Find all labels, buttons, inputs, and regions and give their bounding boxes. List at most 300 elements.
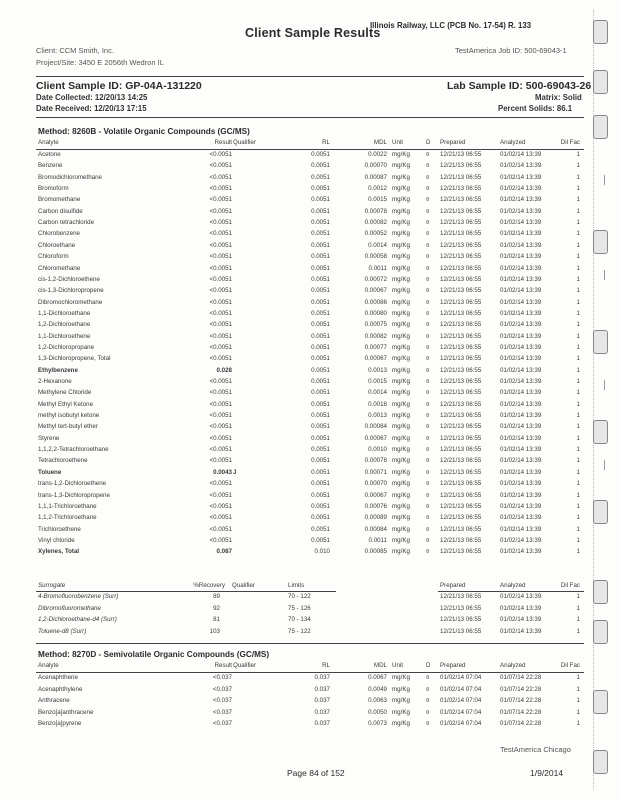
- prepared-cell: 12/21/13 06:55: [440, 207, 482, 215]
- result-cell: <0.0051: [209, 446, 232, 454]
- dilfac-cell: 1: [576, 446, 580, 454]
- dilfac-cell: 1: [576, 298, 580, 306]
- lab-sample-id: Lab Sample ID: 500-69043-26: [447, 80, 592, 92]
- job-id: TestAmerica Job ID: 500-69043-1: [455, 46, 567, 55]
- analyte-cell: Methyl tert-butyl ether: [38, 423, 98, 431]
- unit-cell: mg/Kg: [392, 457, 410, 465]
- dry-weight-mark: ¤: [426, 423, 430, 431]
- percent-solids: Percent Solids: 86.1: [498, 104, 573, 113]
- unit-cell: mg/Kg: [392, 685, 410, 693]
- rl-cell: 0.0051: [311, 389, 330, 397]
- dry-weight-mark: ¤: [426, 253, 430, 261]
- mdl-cell: 0.00076: [364, 502, 387, 510]
- result-cell: <0.0051: [209, 502, 232, 510]
- dry-weight-mark: ¤: [426, 674, 430, 681]
- dilfac-cell: 1: [576, 378, 580, 385]
- surr-dilfac-cell: 1: [576, 593, 580, 600]
- unit-cell: mg/Kg: [392, 309, 410, 317]
- mdl-cell: 0.0011: [368, 536, 387, 544]
- table-row: [0, 469, 618, 481]
- table-row: [0, 265, 618, 277]
- table-row: [0, 367, 618, 379]
- mdl-cell: 0.00070: [364, 162, 387, 170]
- svoc-col-result: Result: [214, 662, 232, 669]
- unit-cell: mg/Kg: [392, 412, 410, 420]
- binder-tab-mark: [593, 620, 608, 644]
- analyte-cell: Benzo[a]pyrene: [38, 720, 82, 727]
- rl-cell: 0.0051: [311, 241, 330, 249]
- svoc-col-d: D: [426, 662, 431, 669]
- analyte-cell: 1,1,2,2-Tetrachloroethane: [38, 446, 109, 454]
- result-cell: 0.028: [216, 366, 232, 374]
- dry-weight-mark: ¤: [426, 219, 430, 227]
- mdl-cell: 0.0014: [368, 389, 387, 397]
- unit-cell: mg/Kg: [392, 720, 410, 727]
- result-cell: <0.0051: [209, 480, 232, 488]
- table-row: [0, 355, 618, 367]
- dilfac-cell: 1: [576, 491, 580, 499]
- rl-cell: 0.0051: [311, 514, 330, 522]
- unit-cell: mg/Kg: [392, 697, 410, 704]
- binder-tab-mark: [593, 70, 608, 94]
- rl-cell: 0.037: [314, 685, 330, 693]
- surrogate-divider-left: [36, 591, 336, 592]
- analyzed-cell: 01/02/14 13:39: [500, 287, 542, 295]
- rl-cell: 0.0051: [311, 378, 330, 385]
- mdl-cell: 0.0067: [368, 674, 387, 681]
- analyzed-cell: 01/02/14 13:39: [500, 309, 542, 317]
- dry-weight-mark: ¤: [426, 355, 430, 363]
- analyzed-cell: 01/02/14 13:39: [500, 389, 542, 397]
- rl-cell: 0.0051: [311, 207, 330, 215]
- unit-cell: mg/Kg: [392, 480, 410, 488]
- analyte-cell: cis-1,3-Dichloropropene: [38, 287, 104, 295]
- dilfac-cell: 1: [576, 400, 580, 408]
- dry-weight-mark: ¤: [426, 207, 430, 215]
- sample-divider: [36, 117, 584, 118]
- recovery-cell: 92: [213, 604, 220, 612]
- col-surr-qualifier: Qualifier: [232, 582, 256, 589]
- analyzed-cell: 01/02/14 13:39: [500, 480, 542, 488]
- dry-weight-mark: ¤: [426, 446, 430, 454]
- svoc-col-prepared: Prepared: [440, 662, 466, 669]
- prepared-cell: 12/21/13 06:55: [440, 468, 482, 476]
- unit-cell: mg/Kg: [392, 241, 410, 249]
- surr-analyzed-cell: 01/02/14 13:39: [500, 593, 542, 600]
- table-row: [0, 686, 618, 698]
- prepared-cell: 12/21/13 06:55: [440, 287, 482, 295]
- prepared-cell: 12/21/13 06:55: [440, 457, 482, 465]
- prepared-cell: 12/21/13 06:55: [440, 309, 482, 317]
- scan-tick: [604, 175, 609, 185]
- analyte-cell: 2-Hexanone: [38, 378, 72, 385]
- rl-cell: 0.0051: [311, 196, 330, 204]
- analyte-cell: Methylene Chloride: [38, 389, 92, 397]
- dilfac-cell: 1: [576, 185, 580, 193]
- rl-cell: 0.0051: [311, 423, 330, 431]
- surrogate-name-cell: 4-Bromofluorobenzene (Surr): [38, 593, 119, 600]
- limits-cell: 70 - 134: [288, 616, 311, 623]
- limits-cell: 75 - 122: [288, 627, 311, 635]
- rl-cell: 0.0051: [311, 355, 330, 363]
- mdl-cell: 0.0050: [368, 708, 387, 716]
- unit-cell: mg/Kg: [392, 230, 410, 238]
- dilfac-cell: 1: [576, 502, 580, 510]
- analyte-cell: Benzo[a]anthracene: [38, 708, 94, 716]
- result-cell: <0.0051: [209, 298, 232, 306]
- mdl-cell: 0.0011: [368, 264, 387, 272]
- mdl-cell: 0.00058: [364, 253, 387, 261]
- analyte-cell: Bromodichloromethane: [38, 173, 102, 181]
- result-cell: <0.0051: [209, 434, 232, 442]
- limits-cell: 70 - 122: [288, 593, 311, 600]
- result-cell: <0.0051: [209, 536, 232, 544]
- dry-weight-mark: ¤: [426, 685, 430, 693]
- dry-weight-mark: ¤: [426, 697, 430, 704]
- dilfac-cell: 1: [576, 332, 580, 340]
- dilfac-cell: 1: [576, 230, 580, 238]
- analyte-cell: Acenaphthylene: [38, 685, 83, 693]
- analyzed-cell: 01/02/14 13:39: [500, 253, 542, 261]
- table-row: [0, 219, 618, 231]
- rl-cell: 0.0051: [311, 173, 330, 181]
- result-cell: <0.0051: [209, 162, 232, 170]
- mdl-cell: 0.0015: [368, 196, 387, 204]
- surr-analyzed-cell: 01/02/14 13:39: [500, 627, 542, 635]
- dry-weight-mark: ¤: [426, 525, 430, 533]
- dilfac-cell: 1: [576, 468, 580, 476]
- analyte-cell: Carbon tetrachloride: [38, 219, 95, 227]
- surrogate-row: [0, 616, 618, 628]
- unit-cell: mg/Kg: [392, 185, 410, 193]
- table-row: [0, 196, 618, 208]
- table-row: [0, 435, 618, 447]
- voc-method-title: Method: 8260B - Volatile Organic Compounds (GC/MS): [38, 127, 250, 136]
- dilfac-cell: 1: [576, 389, 580, 397]
- recovery-cell: 103: [209, 627, 220, 635]
- mdl-cell: 0.0012: [368, 185, 387, 193]
- mdl-cell: 0.00067: [364, 287, 387, 295]
- result-cell: <0.0051: [209, 400, 232, 408]
- analyte-cell: Benzene: [38, 162, 63, 170]
- mdl-cell: 0.0010: [368, 446, 387, 454]
- result-cell: <0.0051: [209, 412, 232, 420]
- dilfac-cell: 1: [576, 275, 580, 283]
- mdl-cell: 0.00082: [364, 332, 387, 340]
- analyzed-cell: 01/02/14 13:39: [500, 355, 542, 363]
- mdl-cell: 0.00072: [364, 275, 387, 283]
- dry-weight-mark: ¤: [426, 321, 430, 329]
- result-cell: <0.0051: [209, 309, 232, 317]
- analyte-cell: 1,1,1-Trichloroethane: [38, 502, 97, 510]
- unit-cell: mg/Kg: [392, 491, 410, 499]
- col-d: D: [426, 139, 431, 146]
- surrogate-row: [0, 628, 618, 640]
- rl-cell: 0.0051: [311, 332, 330, 340]
- result-cell: <0.0051: [209, 287, 232, 295]
- header-divider: [36, 76, 584, 77]
- unit-cell: mg/Kg: [392, 162, 410, 170]
- unit-cell: mg/Kg: [392, 378, 410, 385]
- table-row: [0, 674, 618, 686]
- unit-cell: mg/Kg: [392, 536, 410, 544]
- surr-dilfac-cell: 1: [576, 627, 580, 635]
- analyte-cell: 1,2-Dichloropropane: [38, 343, 95, 351]
- mdl-cell: 0.00067: [364, 355, 387, 363]
- prepared-cell: 12/21/13 06:55: [440, 480, 482, 488]
- prepared-cell: 12/21/13 06:55: [440, 196, 482, 204]
- table-row: [0, 151, 618, 163]
- mdl-cell: 0.00080: [364, 309, 387, 317]
- mdl-cell: 0.0049: [368, 685, 387, 693]
- analyte-cell: 1,3-Dichloropropene, Total: [38, 355, 111, 363]
- unit-cell: mg/Kg: [392, 468, 410, 476]
- prepared-cell: 12/21/13 06:55: [440, 491, 482, 499]
- prepared-cell: 01/02/14 07:04: [440, 685, 482, 693]
- table-row: [0, 697, 618, 709]
- prepared-cell: 12/21/13 06:55: [440, 321, 482, 329]
- analyte-cell: Acenaphthene: [38, 674, 78, 681]
- unit-cell: mg/Kg: [392, 343, 410, 351]
- dilfac-cell: 1: [576, 685, 580, 693]
- binder-tab-mark: [593, 230, 608, 254]
- analyte-cell: Toluene: [38, 468, 62, 476]
- prepared-cell: 12/21/13 06:55: [440, 548, 482, 556]
- table-row: [0, 503, 618, 515]
- page-number: Page 84 of 152: [287, 768, 345, 778]
- result-cell: <0.0051: [209, 457, 232, 465]
- table-row: [0, 412, 618, 424]
- mdl-cell: 0.0013: [368, 412, 387, 420]
- date-collected: Date Collected: 12/20/13 14:25: [36, 93, 148, 102]
- dilfac-cell: 1: [576, 241, 580, 249]
- result-cell: <0.0051: [209, 230, 232, 238]
- mdl-cell: 0.00087: [364, 173, 387, 181]
- rl-cell: 0.0051: [311, 253, 330, 261]
- unit-cell: mg/Kg: [392, 400, 410, 408]
- prepared-cell: 01/02/14 07:04: [440, 674, 482, 681]
- prepared-cell: 12/21/13 06:55: [440, 536, 482, 544]
- rl-cell: 0.0051: [311, 491, 330, 499]
- prepared-cell: 01/02/14 07:04: [440, 720, 482, 727]
- dilfac-cell: 1: [576, 720, 580, 727]
- rl-cell: 0.037: [314, 708, 330, 716]
- table-row: [0, 492, 618, 504]
- prepared-cell: 12/21/13 06:55: [440, 230, 482, 238]
- dry-weight-mark: ¤: [426, 536, 430, 544]
- rl-cell: 0.0051: [311, 457, 330, 465]
- unit-cell: mg/Kg: [392, 287, 410, 295]
- table-row: [0, 514, 618, 526]
- analyte-cell: Carbon disulfide: [38, 207, 83, 215]
- table-row: [0, 299, 618, 311]
- rl-cell: 0.0051: [311, 162, 330, 170]
- prepared-cell: 12/21/13 06:55: [440, 423, 482, 431]
- analyzed-cell: 01/02/14 13:39: [500, 412, 542, 420]
- section-divider: [36, 643, 584, 644]
- table-row: [0, 548, 618, 560]
- unit-cell: mg/Kg: [392, 253, 410, 261]
- analyzed-cell: 01/02/14 13:39: [500, 525, 542, 533]
- analyzed-cell: 01/02/14 13:39: [500, 230, 542, 238]
- result-cell: <0.0051: [209, 207, 232, 215]
- rl-cell: 0.037: [314, 674, 330, 681]
- mdl-cell: 0.00082: [364, 219, 387, 227]
- prepared-cell: 12/21/13 06:55: [440, 219, 482, 227]
- table-row: [0, 253, 618, 265]
- rl-cell: 0.0051: [311, 230, 330, 238]
- prepared-cell: 12/21/13 06:55: [440, 332, 482, 340]
- dilfac-cell: 1: [576, 412, 580, 420]
- table-row: [0, 423, 618, 435]
- dry-weight-mark: ¤: [426, 241, 430, 249]
- mdl-cell: 0.00067: [364, 491, 387, 499]
- col-result: Result: [214, 139, 232, 146]
- rl-cell: 0.0051: [311, 298, 330, 306]
- result-cell: <0.037: [212, 708, 232, 716]
- rl-cell: 0.0051: [311, 446, 330, 454]
- analyzed-cell: 01/07/14 22:28: [500, 697, 542, 704]
- dilfac-cell: 1: [576, 309, 580, 317]
- table-row: [0, 709, 618, 721]
- dry-weight-mark: ¤: [426, 366, 430, 374]
- binder-tab-mark: [593, 580, 608, 604]
- analyzed-cell: 01/02/14 13:39: [500, 162, 542, 170]
- col-recovery: %Recovery: [193, 582, 225, 589]
- prepared-cell: 12/21/13 06:55: [440, 389, 482, 397]
- result-cell: <0.0051: [209, 185, 232, 193]
- limits-cell: 75 - 126: [288, 604, 311, 612]
- mdl-cell: 0.00075: [364, 321, 387, 329]
- prepared-cell: 12/21/13 06:55: [440, 253, 482, 261]
- dilfac-cell: 1: [576, 674, 580, 681]
- analyzed-cell: 01/02/14 13:39: [500, 400, 542, 408]
- unit-cell: mg/Kg: [392, 446, 410, 454]
- mdl-cell: 0.0018: [368, 400, 387, 408]
- result-cell: <0.0051: [209, 253, 232, 261]
- analyte-cell: cis-1,2-Dichloroethene: [38, 275, 100, 283]
- rl-cell: 0.0051: [311, 309, 330, 317]
- result-cell: 0.0043: [213, 468, 232, 476]
- dilfac-cell: 1: [576, 457, 580, 465]
- dilfac-cell: 1: [576, 321, 580, 329]
- rl-cell: 0.0051: [311, 219, 330, 227]
- client-name: Client: CCM Smith, Inc.: [36, 46, 114, 55]
- unit-cell: mg/Kg: [392, 321, 410, 329]
- analyzed-cell: 01/02/14 13:39: [500, 446, 542, 454]
- surrogate-row: [0, 593, 618, 605]
- analyte-cell: Chloroform: [38, 253, 69, 261]
- unit-cell: mg/Kg: [392, 298, 410, 306]
- mdl-cell: 0.00067: [364, 434, 387, 442]
- prepared-cell: 12/21/13 06:55: [440, 241, 482, 249]
- dry-weight-mark: ¤: [426, 434, 430, 442]
- svoc-col-unit: Unit: [392, 662, 404, 669]
- svoc-col-rl: RL: [322, 662, 330, 669]
- unit-cell: mg/Kg: [392, 434, 410, 442]
- analyte-cell: trans-1,3-Dichloropropene: [38, 491, 110, 499]
- surr-prepared-cell: 12/21/13 06:55: [440, 616, 482, 623]
- prepared-cell: 12/21/13 06:55: [440, 514, 482, 522]
- result-cell: <0.0051: [209, 514, 232, 522]
- dilfac-cell: 1: [576, 366, 580, 374]
- analyte-cell: Dibromochloromethane: [38, 298, 103, 306]
- analyzed-cell: 01/02/14 13:39: [500, 275, 542, 283]
- voc-header-divider: [36, 149, 584, 150]
- table-row: [0, 526, 618, 538]
- date-received: Date Received: 12/20/13 17:15: [36, 104, 147, 113]
- rl-cell: 0.0051: [311, 264, 330, 272]
- col-unit: Unit: [392, 139, 404, 146]
- prepared-cell: 12/21/13 06:55: [440, 400, 482, 408]
- analyzed-cell: 01/07/14 22:28: [500, 708, 542, 716]
- unit-cell: mg/Kg: [392, 366, 410, 374]
- result-cell: <0.037: [212, 697, 232, 704]
- table-row: [0, 242, 618, 254]
- table-row: [0, 378, 618, 390]
- analyzed-cell: 01/02/14 13:39: [500, 207, 542, 215]
- col-mdl: MDL: [373, 139, 387, 146]
- analyzed-cell: 01/02/14 13:39: [500, 468, 542, 476]
- unit-cell: mg/Kg: [392, 525, 410, 533]
- surrogate-name-cell: 1,2-Dichloroethane-d4 (Surr): [38, 616, 117, 623]
- analyzed-cell: 01/02/14 13:39: [500, 378, 542, 385]
- prepared-cell: 12/21/13 06:55: [440, 264, 482, 272]
- table-row: [0, 321, 618, 333]
- col-surrogate: Surrogate: [38, 582, 66, 589]
- analyte-cell: 1,1-Dichloroethene: [38, 332, 91, 340]
- result-cell: <0.0051: [209, 241, 232, 249]
- col-dilfac: Dil Fac: [560, 139, 580, 146]
- svoc-col-mdl: MDL: [373, 662, 387, 669]
- surrogate-name-cell: Toluene-d8 (Surr): [38, 627, 87, 635]
- mdl-cell: 0.00071: [364, 468, 387, 476]
- analyzed-cell: 01/02/14 13:39: [500, 536, 542, 544]
- dilfac-cell: 1: [576, 514, 580, 522]
- table-row: [0, 537, 618, 549]
- surr-dilfac-cell: 1: [576, 616, 580, 623]
- analyzed-cell: 01/02/14 13:39: [500, 151, 542, 158]
- result-cell: <0.0051: [209, 332, 232, 340]
- analyte-cell: Acetone: [38, 151, 61, 158]
- binder-tab-mark: [593, 115, 608, 139]
- analyzed-cell: 01/02/14 13:39: [500, 185, 542, 193]
- dilfac-cell: 1: [576, 219, 580, 227]
- unit-cell: mg/Kg: [392, 548, 410, 556]
- dilfac-cell: 1: [576, 525, 580, 533]
- dry-weight-mark: ¤: [426, 548, 430, 556]
- prepared-cell: 12/21/13 06:55: [440, 502, 482, 510]
- prepared-cell: 12/21/13 06:55: [440, 298, 482, 306]
- analyte-cell: Vinyl chloride: [38, 536, 75, 544]
- svoc-header-divider: [36, 672, 584, 673]
- analyzed-cell: 01/02/14 13:39: [500, 502, 542, 510]
- col-qualifier: Qualifier: [233, 139, 257, 146]
- mdl-cell: 0.0013: [368, 366, 387, 374]
- surr-dilfac-cell: 1: [576, 604, 580, 612]
- mdl-cell: 0.0015: [368, 378, 387, 385]
- rl-cell: 0.0051: [311, 502, 330, 510]
- svoc-col-dilfac: Dil Fac: [560, 662, 580, 669]
- dry-weight-mark: ¤: [426, 491, 430, 499]
- result-cell: <0.0051: [209, 173, 232, 181]
- col-limits: Limits: [288, 582, 305, 589]
- surr-analyzed-cell: 01/02/14 13:39: [500, 616, 542, 623]
- page-title: Client Sample Results: [245, 26, 381, 40]
- result-cell: <0.037: [212, 674, 232, 681]
- mdl-cell: 0.00086: [364, 298, 387, 306]
- svoc-col-analyte: Analyte: [38, 662, 59, 669]
